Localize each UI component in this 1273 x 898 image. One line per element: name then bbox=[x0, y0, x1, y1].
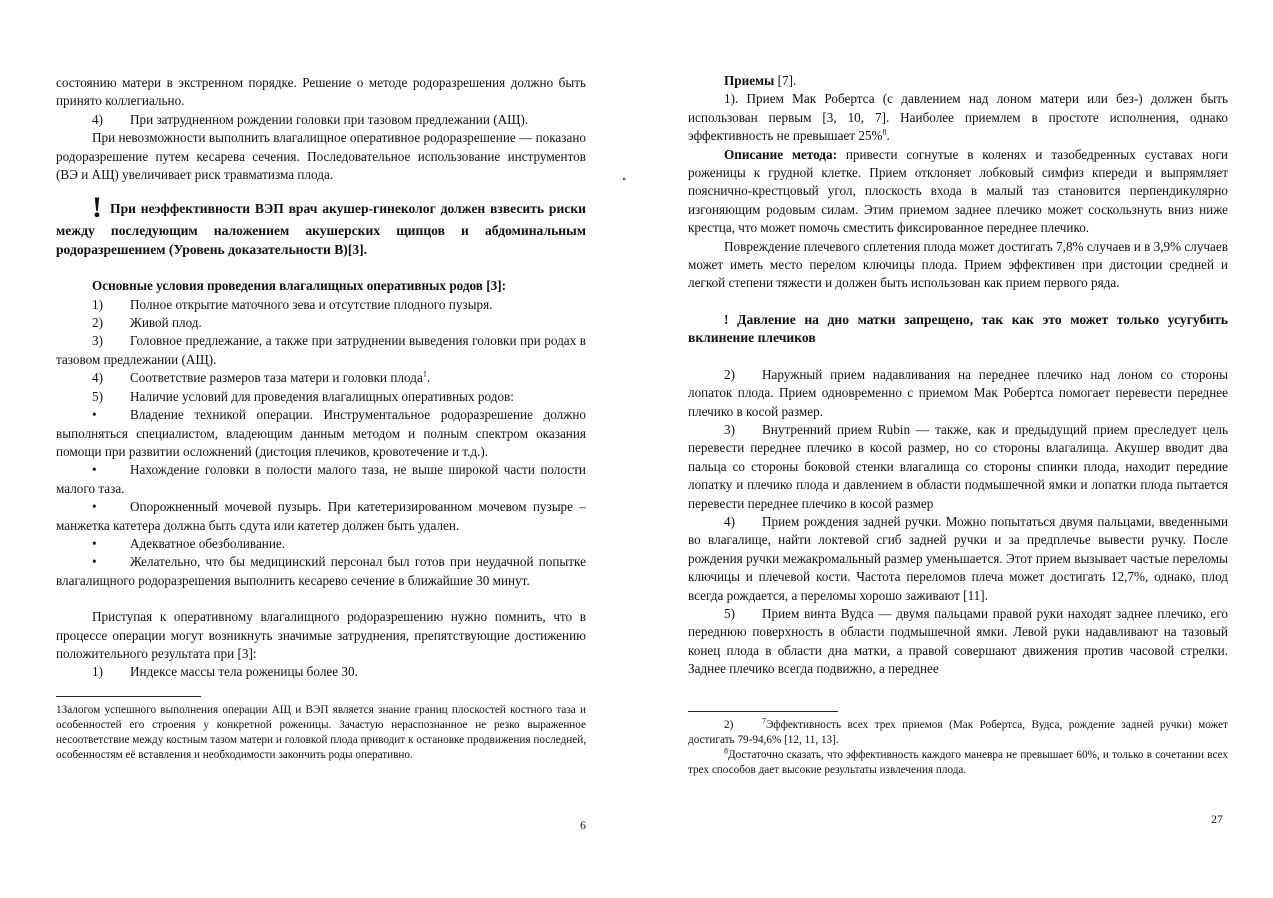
bullet-icon: • bbox=[92, 535, 97, 551]
list-item: 4) При затрудненном рождении головки при тазовом предлежании (АЩ). bbox=[92, 111, 529, 127]
list-item: 2) Наружный прием надавливания на переднее плечико над лоном со стороны лопаток плода. Прием одновременно с приемом Мак Робертса помогает перевести переднее плечико в косой размер. bbox=[688, 366, 1228, 419]
right-page-text bbox=[688, 72, 1228, 778]
right-page bbox=[636, 0, 1273, 898]
warning-note: ! При неэффективности ВЭП врач акушер-гинеколог должен взвесить риски между последующим наложением акушерских щипцов и абдоминальным родоразрешением (Уровень доказательности B)[3]. bbox=[56, 191, 586, 257]
list-item: 5) Наличие условий для проведения влагалищных оперативных родов: bbox=[92, 388, 514, 404]
list-item: 4) Соответствие размеров таза матери и головки плода$^1$. bbox=[92, 369, 431, 386]
paragraph: 1). Прием Мак Робертса (с давлением над лоном матери или без-) должен быть использован первым [3, 10, 7]. Наиболее приемлем в простоте исполнения, однако эффективность не превышает 25%$^8$. bbox=[688, 91, 1228, 144]
list-item: 1) Индексе массы тела роженицы более 30. bbox=[92, 664, 358, 680]
warning-note: ! Давление на дно матки запрещено, так как это может только усугубить вклинение плечиков bbox=[688, 311, 1228, 346]
list-item: 2) Живой плод. bbox=[92, 315, 202, 331]
bullet-item: • Владение техникой операции. Инструментальное родоразрешение должно выполняться специалистом, владеющим данным методом и полным спектром оказания помощи при развитии осложнений (дистоция плечиков, кровотечение и т.д.). bbox=[56, 407, 586, 459]
left-page bbox=[0, 0, 636, 898]
bullet-icon: • bbox=[92, 499, 97, 515]
scan-speck: • bbox=[622, 172, 627, 186]
footnote-divider bbox=[56, 696, 201, 697]
left-page-text bbox=[56, 74, 586, 764]
footnote: 1Залогом успешного выполнения операции АЩ и ВЭП является знание границ плоскостей костного таза и особенностей его строения у конкретной роженицы. Зачастую нераспознанное не резко выраженное несоответствие между костным тазом матери и головкой плода приводит к остановке продвижения последней, особенностям её вставления и необходимости закончить роды оперативно. bbox=[56, 703, 586, 762]
bullet-icon: • bbox=[92, 462, 97, 478]
paragraph: Описание метода: привести согнутые в коленях и тазобедренных суставах ноги роженицы к грудной клетке. Прием отклоняет лобковый симфиз кпереди и выпрямляет пояснично-крестцовый угол, плоскость входа в малый таз становится перпендикулярно изгоняющим родовым силам. Этим приемом заднее плечико может соскользнуть вниз ниже крестца, что может помочь сместить фиксированное переднее плечико. bbox=[688, 146, 1228, 236]
paragraph: Повреждение плечевого сплетения плода может достигать 7,8% случаев и в 3,9% случаев может иметь место перелом ключицы плода. Прием эффективен при дистоции средней и легкой степени тяжести и должен быть использован как прием первого ряда. bbox=[688, 238, 1228, 291]
list-item: 3) Внутренний прием Rubin — также, как и предыдущий прием преследует цель перевести переднее плечико в косой размер, но со стороны влагалища. Акушер вводит два пальца со стороны боковой стенки влагалища со стороны спинки плода, находит передние лопатку и плечико плода и давлением в области подмышечной ямки и лопатки плода пытается перевести переднее плечико в косой размер bbox=[688, 421, 1228, 511]
page-number: 27 bbox=[1211, 812, 1223, 826]
footnote: 2) $^7$Эффективность всех трех приемов (Мак Робертса, Вудса, рождение задней ручки) может достигать 79-94,6% [12, 11, 13]. bbox=[688, 715, 1228, 746]
bullet-item: • Желательно, что бы медицинский персонал был готов при неудачной попытке влагалищного родоразрешения выполнить кесарево сечение в ближайшие 30 минут. bbox=[56, 554, 586, 588]
section-heading: Приемы [7]. bbox=[724, 73, 797, 88]
page-number: 6 bbox=[580, 818, 586, 832]
bullet-icon: • bbox=[92, 407, 97, 423]
list-item: 5) Прием винта Вудса — двумя пальцами правой руки находят заднее плечико, его переднюю поверхность в области подмышечной ямки. Левой руки надавливают на тазовый конец плода в области дна матки, а правой совершают движения против часовой стрелки. Заднее плечико всегда подвижно, а переднее bbox=[688, 605, 1228, 677]
exclamation-icon: ! bbox=[92, 191, 102, 225]
list-item: 4) Прием рождения задней ручки. Можно попытаться двумя пальцами, введенными во влагалище, найти локтевой сгиб задней ручки и за предплечье вывести ручку. После рождения ручки межакромальный размер уменьшается. Этот прием вызывает частые переломы ключицы и плечевой кости. Частота переломов плеча может достигать 12,7%, однако, плод всегда рождается, а переломы хорошо заживают [11]. bbox=[688, 513, 1228, 603]
paragraph: состоянию матери в экстренном порядке. Решение о методе родоразрешения должно быть принято коллегиально. bbox=[56, 75, 586, 109]
bullet-icon: • bbox=[92, 554, 97, 570]
bullet-item: • Нахождение головки в полости малого таза, не выше широкой части полости малого таза. bbox=[56, 462, 586, 496]
footnote: $^8$Достаточно сказать, что эффективность каждого маневра не превышает 60%, и только в сочетании всех трех способов дает высокие результаты извлечения плода. bbox=[688, 746, 1228, 777]
list-item: 1) Полное открытие маточного зева и отсутствие плодного пузыря. bbox=[92, 296, 493, 312]
bullet-item: • Опорожненный мочевой пузырь. При катетеризированном мочевом пузыре – манжетка катетера должна быть сдута или катетер должен быть удален. bbox=[56, 499, 586, 533]
bullet-item: • Адекватное обезболивание. bbox=[56, 535, 586, 553]
paragraph: Приступая к оперативному влагалищного родоразрешению нужно помнить, что в процессе операции могут возникнуть значимые затруднения, препятствующие достижению положительного результата при [3]: bbox=[56, 609, 586, 661]
section-heading: Основные условия проведения влагалищных оперативных родов [3]: bbox=[92, 278, 506, 294]
paragraph: При невозможности выполнить влагалищное оперативное родоразрешение — показано родоразрешение путем кесарева сечения. Последовательное использование инструментов (ВЭ и АЩ) увеличивает риск травматизма плода. bbox=[56, 130, 586, 183]
list-item: 3) Головное предлежание, а также при затруднении выведения головки при родах в тазовом предлежании (АЩ). bbox=[56, 333, 586, 367]
footnote-divider bbox=[688, 711, 838, 712]
